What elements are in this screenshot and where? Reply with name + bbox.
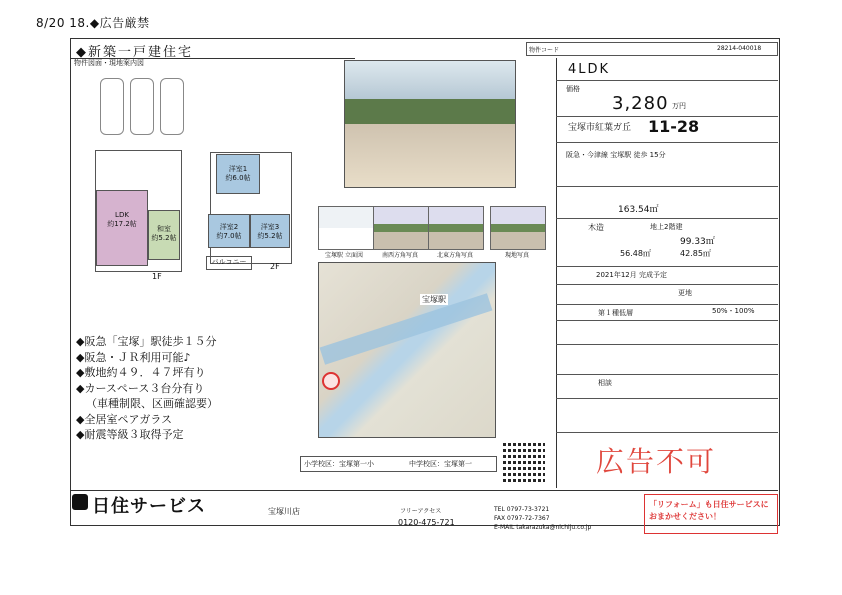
- parking-space-2: [130, 78, 154, 135]
- balcony: バルコニー: [206, 256, 252, 270]
- code-value: 28214-040018: [717, 45, 762, 52]
- company-logo-icon: [72, 494, 88, 510]
- room-japanese: 和室 約5.2帖: [148, 210, 180, 260]
- plan-label: 物件図面・現地案内図: [74, 59, 144, 67]
- feature-item: ◆敷地約４９．４７坪有り: [76, 366, 206, 379]
- bldg-2f-value: 42.85㎡: [680, 249, 711, 258]
- divider: [556, 186, 778, 187]
- divider: [556, 304, 778, 305]
- caption-site: 現地写真: [504, 252, 529, 259]
- feature-item: （車種制限、区画確認要）: [86, 397, 218, 410]
- traffic-value: 阪急・今津線 宝塚駅 徒歩 15分: [566, 151, 666, 159]
- elevation-thumb: [318, 206, 374, 250]
- divider: [556, 374, 778, 375]
- caption-elevation: 宝塚駅 立面図: [325, 252, 363, 259]
- status-value: 更地: [678, 289, 692, 297]
- divider: [556, 218, 778, 219]
- floor-2f-label: 2F: [270, 262, 280, 271]
- junior-school: 中学校区：宝塚第一: [409, 460, 472, 468]
- divider: [556, 320, 778, 321]
- bldg-total-value: 99.33㎡: [680, 237, 715, 247]
- divider: [556, 142, 778, 143]
- divider: [556, 432, 778, 433]
- floors-value: 地上2階建: [650, 223, 683, 231]
- tel-number: TEL 0797-73-3721: [494, 506, 550, 513]
- divider: [556, 80, 778, 81]
- bcr-value: 50%・100%: [712, 307, 755, 315]
- school-district-box: [300, 456, 497, 472]
- qr-code-overlay: [503, 440, 545, 482]
- photo-thumb-ne: [428, 206, 484, 250]
- feature-item: ◆耐震等級３取得予定: [76, 428, 184, 441]
- feature-list: [76, 334, 218, 443]
- bldg-1f-value: 56.48㎡: [620, 249, 651, 258]
- feature-item: ◆阪急「宝塚」駅徒歩１５分: [76, 335, 217, 348]
- company-name: 日住サービス: [92, 496, 206, 517]
- layout-value: 4LDK: [568, 62, 611, 77]
- reform-line-2: おまかせください！: [649, 512, 721, 521]
- zoning-value: 第１種低層: [598, 309, 633, 317]
- divider: [556, 266, 778, 267]
- elementary-school: 小学校区：宝塚第一小: [304, 460, 374, 468]
- map-location-pin-icon: [322, 372, 340, 390]
- page-title: ◆新築一戸建住宅: [76, 45, 193, 60]
- reform-banner: [644, 494, 778, 534]
- floor-1f-label: 1F: [152, 272, 162, 281]
- address-number: 11-28: [648, 117, 700, 136]
- divider: [556, 284, 778, 285]
- parking-space-1: [100, 78, 124, 135]
- address-value: 宝塚市紅葉ガ丘: [568, 123, 632, 133]
- no-advertising-stamp: 広告不可: [596, 445, 717, 478]
- photo-thumb-site: [490, 206, 546, 250]
- price-value: 3,280: [612, 93, 669, 114]
- divider: [556, 344, 778, 345]
- price-label: 価格: [566, 85, 580, 93]
- land-area-value: 163.54㎡: [618, 205, 659, 215]
- photo-thumb-sw: [373, 206, 429, 250]
- fax-header: 8/20 18.◆広告厳禁: [36, 16, 150, 30]
- fax-number: FAX 0797-72-7367: [494, 515, 550, 522]
- caption-sw: 南西方角写真: [381, 252, 418, 259]
- reform-line-1: 「リフォーム」も日住サービスに: [649, 500, 769, 509]
- feature-item: ◆カースペース３台分有り: [76, 381, 205, 395]
- divider: [556, 398, 778, 399]
- room-bed3: 洋室3 約5.2帖: [250, 214, 290, 248]
- branch-name: 宝塚川店: [268, 507, 300, 516]
- property-photo: [344, 60, 516, 188]
- price-unit: 万円: [672, 102, 686, 110]
- structure-value: 木造: [588, 223, 604, 232]
- room-ldk: LDK 約17.2帖: [96, 190, 148, 266]
- delivery-value: 相談: [598, 379, 612, 387]
- property-code-bar: [526, 42, 778, 56]
- parking-space-3: [160, 78, 184, 135]
- freecall-number: 0120-475-721: [398, 518, 455, 527]
- email-address: E-MAIL takarazuka@nichiju.co.jp: [494, 524, 592, 531]
- feature-item: ◆阪急・ＪＲ利用可能♪: [76, 350, 191, 364]
- freecall-label: フリーアクセス: [400, 508, 442, 515]
- completion-value: 2021年12月 完成予定: [596, 271, 667, 279]
- caption-ne: 北東方角写真: [436, 252, 473, 259]
- room-bed2: 洋室2 約7.0帖: [208, 214, 250, 248]
- room-bed1: 洋室1 約6.0帖: [216, 154, 260, 194]
- map-station-label: 宝塚駅: [422, 295, 446, 304]
- feature-item: ◆全居室ペアガラス: [76, 412, 173, 426]
- code-label: 物件コード: [529, 47, 560, 54]
